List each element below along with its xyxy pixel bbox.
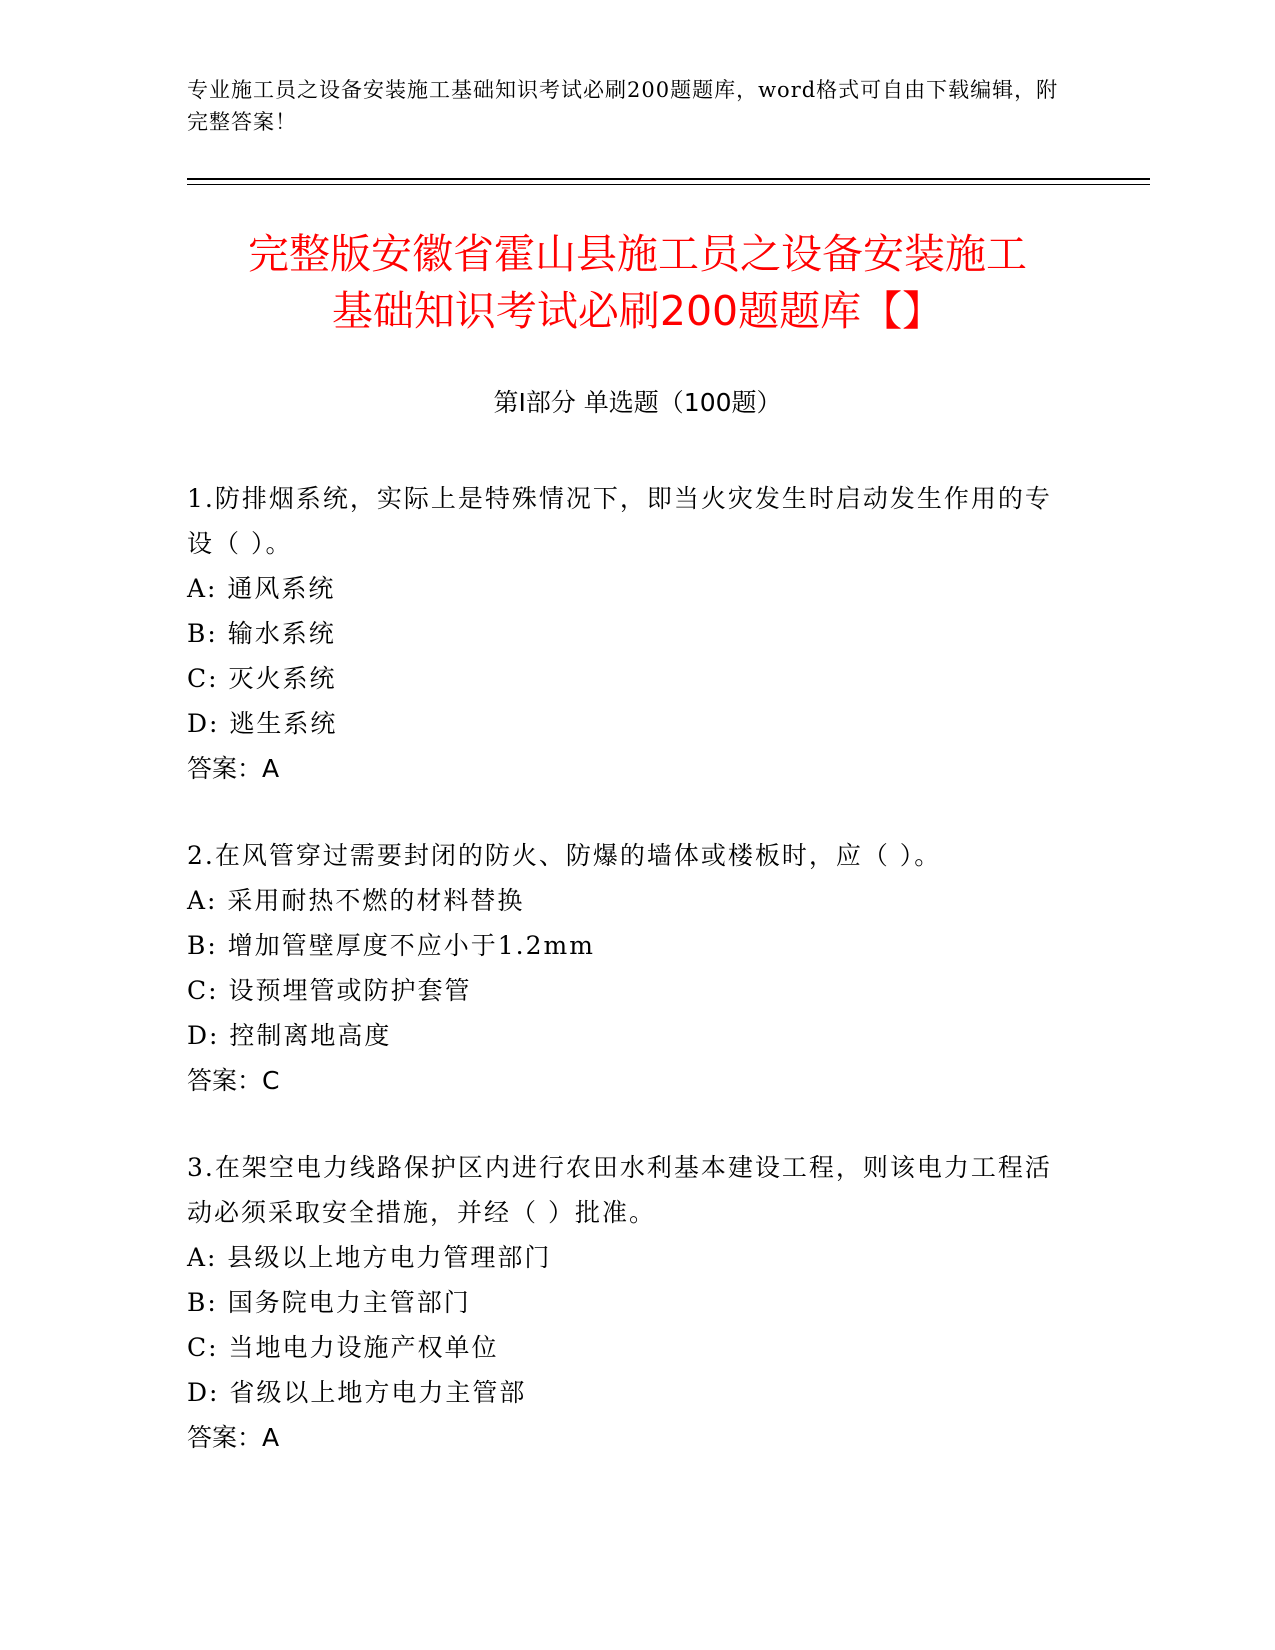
question-3 xyxy=(187,1145,1067,1460)
option-d: D: 逃生系统 xyxy=(187,709,338,738)
option-c: C: 灭火系统 xyxy=(187,664,337,693)
option-b: B: 输水系统 xyxy=(187,619,336,648)
option-b: B: 国务院电力主管部门 xyxy=(187,1288,471,1317)
answer-line: 答案：A xyxy=(187,754,280,783)
option-a: A: 采用耐热不燃的材料替换 xyxy=(187,886,525,915)
option-c: C: 设预埋管或防护套管 xyxy=(187,976,472,1005)
option-d: D: 省级以上地方电力主管部 xyxy=(187,1378,527,1407)
section-heading: 第Ⅰ部分 单选题（100题） xyxy=(493,388,782,417)
header-note: 专业施工员之设备安装施工基础知识考试必刷200题题库，word格式可自由下载编辑，附完整答案！ xyxy=(187,78,1059,134)
question-stem: 3.在架空电力线路保护区内进行农田水利基本建设工程，则该电力工程活动必须采取安全措施，并经（ ）批准。 xyxy=(187,1153,1052,1227)
question-stem: 2.在风管穿过需要封闭的防火、防爆的墙体或楼板时，应（ ）。 xyxy=(187,841,942,870)
document-title-line-2: 基础知识考试必刷200题题库【】 xyxy=(331,287,944,335)
option-c: C: 当地电力设施产权单位 xyxy=(187,1333,499,1362)
question-1 xyxy=(187,476,1067,791)
question-list xyxy=(187,476,1067,1502)
option-d: D: 控制离地高度 xyxy=(187,1021,392,1050)
question-stem: 1.防排烟系统，实际上是特殊情况下，即当火灾发生时启动发生作用的专设（ ）。 xyxy=(187,484,1052,558)
answer-line: 答案：C xyxy=(187,1066,280,1095)
question-2 xyxy=(187,833,1067,1103)
document-title-line-1: 完整版安徽省霍山县施工员之设备安装施工 xyxy=(248,230,1027,278)
answer-line: 答案：A xyxy=(187,1423,280,1452)
option-b: B: 增加管壁厚度不应小于1.2mm xyxy=(187,931,595,960)
option-a: A: 通风系统 xyxy=(187,574,336,603)
header-rule-thick xyxy=(187,178,1150,180)
document-title xyxy=(150,226,1125,340)
option-a: A: 县级以上地方电力管理部门 xyxy=(187,1243,552,1272)
header-rule-thin xyxy=(187,184,1150,185)
